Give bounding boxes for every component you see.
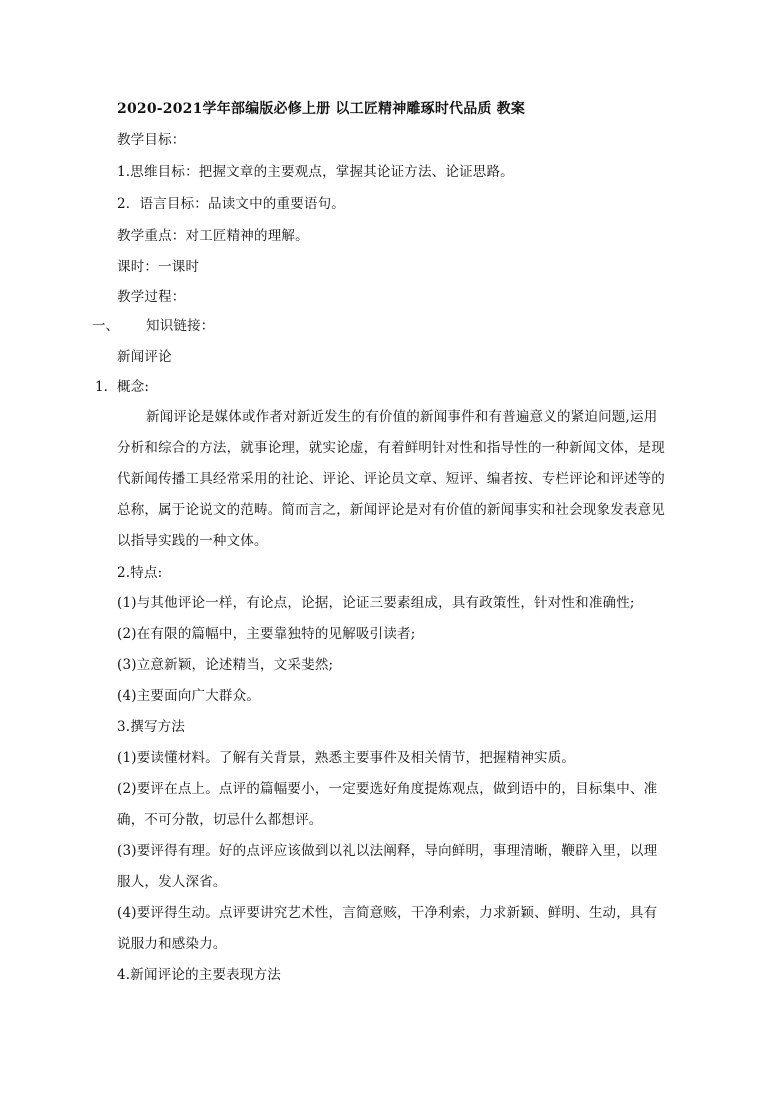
method-4-line-1: (4)要评得生动。点评要讲究艺术性，言简意赅，干净利索，力求新颖、鲜明、生动，具有 [117, 905, 658, 921]
method-1: (1)要读懂材料。了解有关背景，熟悉主要事件及相关情节，把握精神实质。 [117, 750, 576, 766]
news-review-heading: 新闻评论 [117, 349, 172, 365]
method-2-line-2: 确，不可分散，切忌什么都想评。 [117, 812, 323, 828]
method-2-line-1: (2)要评在点上。点评的篇幅要小，一定要选好角度提炼观点，做到语中的，目标集中、准 [117, 781, 658, 797]
feature-4: (4)主要面向广大群众。 [117, 688, 261, 704]
feature-2: (2)在有限的篇幅中，主要靠独特的见解吸引读者; [117, 626, 416, 642]
section-1-label: 知识链接： [146, 318, 215, 334]
concept-marker: 1. [95, 379, 108, 395]
goal-1: 1.思维目标：把握文章的主要观点，掌握其论证方法、论证思路。 [117, 164, 514, 180]
class-hours: 课时：一课时 [117, 259, 200, 275]
method-4-line-2: 说服力和感染力。 [117, 936, 227, 952]
goal-2: 2．语言目标：品读文中的重要语句。 [117, 196, 345, 212]
section-1-marker: 一、 [92, 318, 119, 334]
features-heading: 2.特点: [117, 565, 163, 581]
concept-line-2: 分析和综合的方法，就事论理，就实论虚，有着鲜明针对性和指导性的一种新闻文体，是现 [117, 440, 665, 456]
feature-3: (3)立意新颖，论述精当，文采斐然; [117, 657, 334, 673]
concept-line-3: 代新闻传播工具经常采用的社论、评论、评论员文章、短评、编者按、专栏评论和评述等的 [117, 471, 665, 487]
teaching-focus: 教学重点：对工匠精神的理解。 [117, 228, 309, 244]
concept-line-5: 以指导实践的一种文体。 [117, 533, 268, 549]
method-3-line-1: (3)要评得有理。好的点评应该做到以礼以法阐释，导向鲜明，事理清晰，鞭辟入里，以理 [117, 843, 658, 859]
concept-line-1: 新闻评论是媒体或作者对新近发生的有价值的新闻事件和有普遍意义的紧迫问题,运用 [146, 409, 658, 425]
concept-line-4: 总称，属于论说文的范畴。简而言之，新闻评论是对有价值的新闻事实和社会现象发表意见 [117, 502, 665, 518]
method-3-line-2: 服人，发人深省。 [117, 874, 227, 890]
teaching-process-heading: 教学过程： [117, 289, 186, 305]
expression-methods-heading: 4.新闻评论的主要表现方法 [117, 967, 281, 983]
feature-1: (1)与其他评论一样，有论点，论据，论证三要素组成，具有政策性，针对性和准确性; [117, 595, 635, 611]
concept-label: 概念: [117, 379, 150, 395]
goals-heading: 教学目标： [117, 132, 186, 148]
document-title: 2020-2021学年部编版必修上册 以工匠精神雕琢时代品质 教案 [117, 101, 526, 117]
methods-heading: 3.撰写方法 [117, 719, 186, 735]
